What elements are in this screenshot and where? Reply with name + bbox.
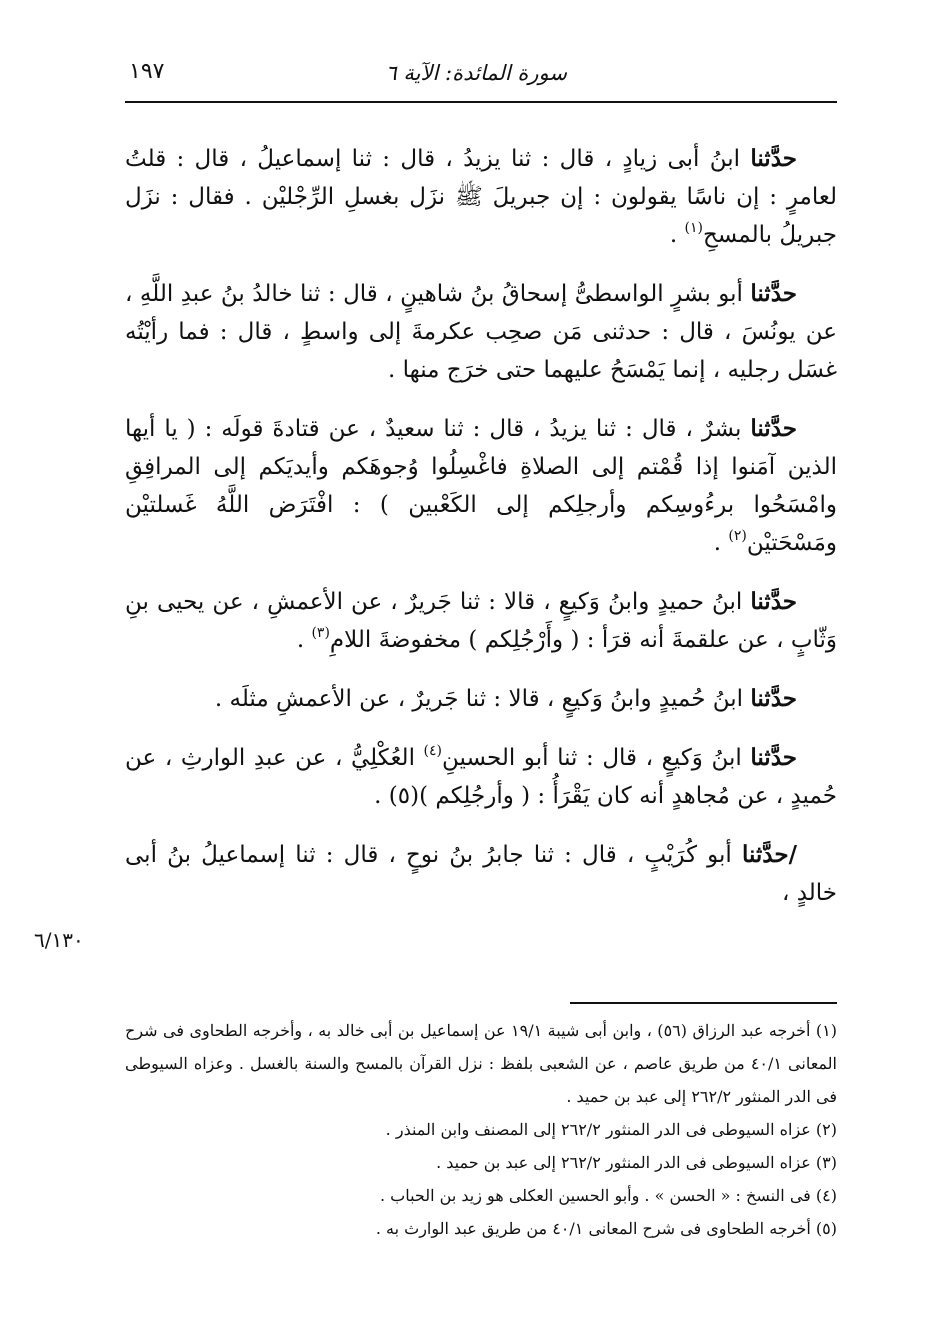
paragraph xyxy=(125,275,837,389)
footnote-marker: (١) xyxy=(684,220,703,236)
paragraph xyxy=(125,583,837,659)
footnote: (٥) أخرجه الطحاوى فى شرح المعانى ٤٠/١ من طريق عبد الوارث به . xyxy=(375,1219,837,1238)
paragraph-lead: حدَّثنا xyxy=(750,588,797,615)
paragraph-text: ابنُ حميدٍ وابنُ وَكيعٍ ، قالا : ثنا جَريرٌ ، عن الأعمشِ ، عن يحيى بنِ وَثّابٍ ، عن علقمةَ أنه قرَأ : ( وأَرْجُلِكم ) مخفوضةَ اللامِ xyxy=(125,589,837,653)
paragraph-lead: حدَّثنا xyxy=(750,145,797,172)
footnote: (٤) فى النسخ : « الحسن » . وأبو الحسين العكلى هو زيد بن الحباب . xyxy=(379,1186,837,1205)
paragraph-lead: حدَّثنا xyxy=(750,280,797,307)
page-number: ١٩٧ xyxy=(129,59,165,84)
margin-folio-reference: ٦/١٣٠ xyxy=(34,928,84,952)
paragraph-text: ابنُ أبى زيادٍ ، قال : ثنا يزيدُ ، قال : ثنا إسماعيلُ ، قال : قلتُ لعامرٍ : إن ناسًا يقولون : إن جبريلَ ﷺ نزَل بغسلِ الرِّجْليْن . فقال : نزَل جبريلُ بالمسحِ xyxy=(125,146,837,248)
running-header xyxy=(125,55,837,95)
footnote: (٢) عزاه السيوطى فى الدر المنثور ٢٦٢/٢ إلى المصنف وابن المنذر . xyxy=(385,1120,837,1139)
paragraph xyxy=(125,836,837,912)
footnotes xyxy=(125,1014,837,1245)
footnote-marker: (٢) xyxy=(728,528,747,544)
paragraph-lead: حدَّثنا xyxy=(750,744,797,771)
paragraph-tail: . xyxy=(669,222,685,248)
footnote: (٣) عزاه السيوطى فى الدر المنثور ٢٦٢/٢ إلى عبد بن حميد . xyxy=(436,1153,837,1172)
paragraph-lead: /حدَّثنا xyxy=(741,841,797,868)
paragraph-tail: العُكْلِيُّ ، عن عبدِ الوارثِ ، عن حُميدٍ ، عن مُجاهدٍ أنه كان يَقْرَأُ : ( وأرجُلِكم )(٥) . xyxy=(125,745,837,809)
paragraph-text: أبو بشرٍ الواسطىُّ إسحاقُ بنُ شاهينٍ ، قال : ثنا خالدُ بنُ عبدِ اللَّهِ ، عن يونُسَ ، قال : حدثنى مَن صحِب عكرمةَ إلى واسطٍ ، قال : فما رأيْتُه غسَل رجليه ، إنما يَمْسَحُ عليهما حتى خرَج منها . xyxy=(125,281,837,383)
paragraph xyxy=(125,140,837,254)
footnote-divider xyxy=(570,1002,837,1004)
paragraph-lead: حدَّثنا xyxy=(750,415,797,442)
header-title: سورة المائدة: الآية ٦ xyxy=(385,61,567,85)
footnote-marker: (٤) xyxy=(423,743,443,759)
footnote: (١) أخرجه عبد الرزاق (٥٦) ، وابن أبى شيبة ١٩/١ عن إسماعيل بن أبى خالد به ، وأخرجه الطحاوى فى شرح المعانى ٤٠/١ من طريق عاصم ، عن الشعبى بلفظ : نزل القرآن بالمسح والسنة بالغسل . وعزاه السيوطى فى الدر المنثور ٢٦٢/٢ إلى عبد بن حميد . xyxy=(125,1021,838,1106)
main-text xyxy=(125,140,837,933)
paragraph-text: ابنُ حُميدٍ وابنُ وَكيعٍ ، قالا : ثنا جَريرٌ ، عن الأعمشِ مثلَه . xyxy=(214,686,751,712)
paragraph-text: بشرٌ ، قال : ثنا يزيدُ ، قال : ثنا سعيدٌ ، عن قتادةَ قولَه : ( يا أيها الذين آمَنوا إذا قُمْتم إلى الصلاةِ فاغْسِلُوا وُجوهَكم وأيديَكم إلى المرافِقِ وامْسَحُوا برءُوسِكم وأرجلِكم إلى الكَعْبين ) : افْتَرَض اللَّهُ غَسلتيْن ومَسْحَتيْن xyxy=(125,416,837,556)
paragraph-text: ابنُ وَكيعٍ ، قال : ثنا أبو الحسينِ xyxy=(442,745,751,771)
paragraph-lead: حدَّثنا xyxy=(750,685,797,712)
paragraph-tail: . xyxy=(296,627,312,653)
paragraph-text: أبو كُرَيْبٍ ، قال : ثنا جابرُ بنُ نوحٍ ، قال : ثنا إسماعيلُ بنُ أبى خالدٍ ، xyxy=(125,842,837,906)
footnote-marker: (٣) xyxy=(311,625,330,641)
paragraph xyxy=(125,410,837,562)
header-divider xyxy=(125,101,837,103)
paragraph xyxy=(125,680,837,718)
paragraph-tail: . xyxy=(713,530,729,556)
paragraph xyxy=(125,739,837,815)
